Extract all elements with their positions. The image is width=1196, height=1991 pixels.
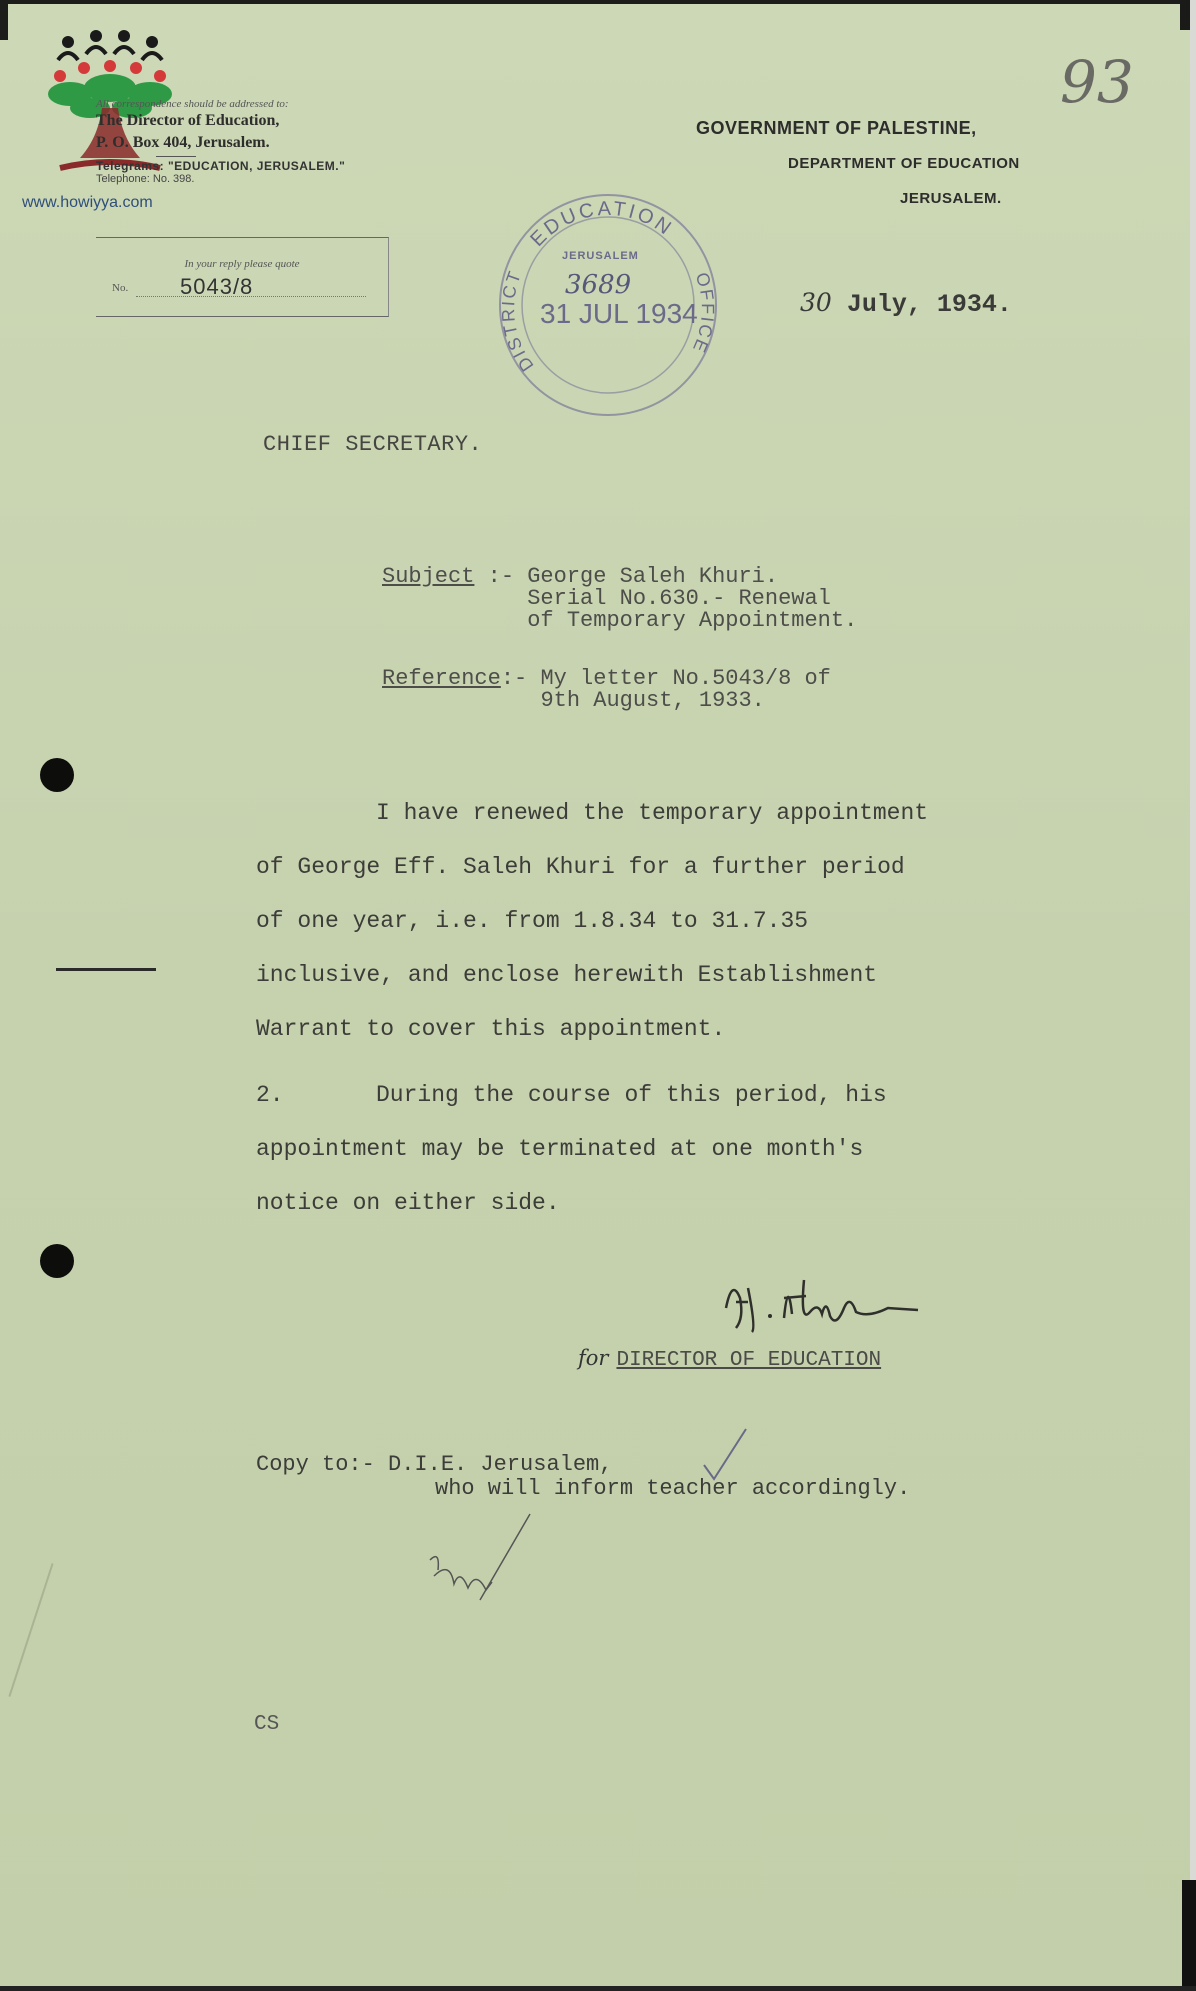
- scan-edge-right: [1190, 0, 1196, 1991]
- letter-date: [800, 288, 1012, 319]
- signature-role: DIRECTOR OF EDUCATION: [616, 1349, 882, 1372]
- stamp-arc-left: DISTRICT: [497, 267, 538, 376]
- subject-separator: :-: [474, 564, 528, 589]
- punch-hole-top: [40, 758, 74, 792]
- faint-scan-line: [8, 1563, 53, 1697]
- signature-caption: [578, 1346, 881, 1372]
- watermark-site-text: www.howiyya.com: [22, 194, 153, 211]
- subject-block: [382, 566, 857, 632]
- footer-initials: CS: [254, 1713, 280, 1736]
- addressee: CHIEF SECRETARY.: [263, 432, 483, 457]
- signature-for-prefix: for: [578, 1346, 609, 1370]
- scan-edge-bottom: [0, 1986, 1196, 1991]
- reference-block: [382, 668, 831, 712]
- stamp-date: 31 JUL 1934: [540, 298, 698, 329]
- department-city: JERUSALEM.: [900, 190, 1002, 207]
- body-para1-line-1: I have renewed the temporary appointment: [376, 800, 929, 826]
- scan-edge-right-top: [1180, 0, 1190, 30]
- body-para2-line-3: notice on either side.: [256, 1190, 560, 1216]
- punch-hole-bottom: [40, 1244, 74, 1278]
- body-para1-line-2: of George Eff. Saleh Khuri for a further period: [256, 854, 905, 880]
- addressee-line-2: P. O. Box 404, Jerusalem.: [96, 134, 270, 151]
- reply-no-label: No.: [112, 282, 129, 294]
- addressee-line-1: The Director of Education,: [96, 112, 280, 129]
- letter-date-day: 30: [800, 288, 832, 317]
- letterhead-left: [96, 98, 345, 185]
- telephone-line: Telephone: No. 398.: [96, 173, 195, 185]
- body-para2-line-1: [256, 1068, 1016, 1122]
- stamp-city: JERUSALEM: [562, 250, 639, 262]
- check-mark-icon: [700, 1425, 750, 1485]
- letter-body: [256, 786, 1016, 1230]
- reference-line-2: 9th August, 1933.: [540, 688, 765, 713]
- reference-line-1: My letter No.5043/8 of: [540, 666, 831, 691]
- reference-separator: :-: [500, 666, 541, 691]
- stamp-ref-number: 3689: [565, 270, 632, 300]
- handwritten-initials-icon: [420, 1510, 560, 1620]
- handwritten-page-number: 93: [1060, 48, 1134, 116]
- reply-quote-label: In your reply please quote: [184, 258, 300, 270]
- body-para2-line-2: appointment may be terminated at one month's: [256, 1136, 864, 1162]
- handwritten-signature-icon: [718, 1268, 948, 1338]
- scan-edge-right-bottom: [1182, 1880, 1196, 1991]
- body-para1-line-3: of one year, i.e. from 1.8.34 to 31.7.35: [256, 908, 809, 934]
- copy-to-line-2: who will inform teacher accordingly.: [435, 1476, 911, 1501]
- subject-line-3: of Temporary Appointment.: [527, 608, 858, 633]
- stamp-arc-top: EDUCATION: [526, 197, 678, 251]
- scan-edge-top: [0, 0, 1196, 4]
- copy-to-line-1: Copy to:- D.I.E. Jerusalem,: [256, 1452, 613, 1477]
- scan-edge-corner: [0, 0, 8, 40]
- correspondence-note: All correspondence should be addressed to:: [96, 98, 289, 110]
- reply-quote-box: [96, 237, 389, 317]
- subject-label: Subject: [382, 564, 475, 589]
- body-para1-line-4: inclusive, and enclose herewith Establishment: [256, 962, 878, 988]
- telegrams-line: Telegrams: "EDUCATION, JERUSALEM.": [96, 159, 346, 173]
- letterhead-divider: [156, 156, 196, 157]
- subject-line-2: Serial No.630.- Renewal: [527, 586, 831, 611]
- department-title: DEPARTMENT OF EDUCATION: [788, 155, 1020, 172]
- reply-no-value: 5043/8: [180, 274, 254, 299]
- letter-date-rest: July, 1934.: [831, 290, 1012, 319]
- copy-to-block: [256, 1453, 910, 1501]
- para2-number: 2.: [256, 1082, 284, 1108]
- reference-label: Reference: [382, 666, 501, 691]
- para2-first-line: During the course of this period, his: [376, 1082, 887, 1108]
- government-title: GOVERNMENT OF PALESTINE,: [696, 118, 977, 138]
- margin-mark: [56, 968, 156, 971]
- body-para1-line-5: Warrant to cover this appointment.: [256, 1016, 726, 1042]
- subject-line-1: George Saleh Khuri.: [527, 564, 779, 589]
- stamp-arc-right: OFFICE: [688, 270, 718, 357]
- svg-text:DISTRICT: [498, 267, 538, 375]
